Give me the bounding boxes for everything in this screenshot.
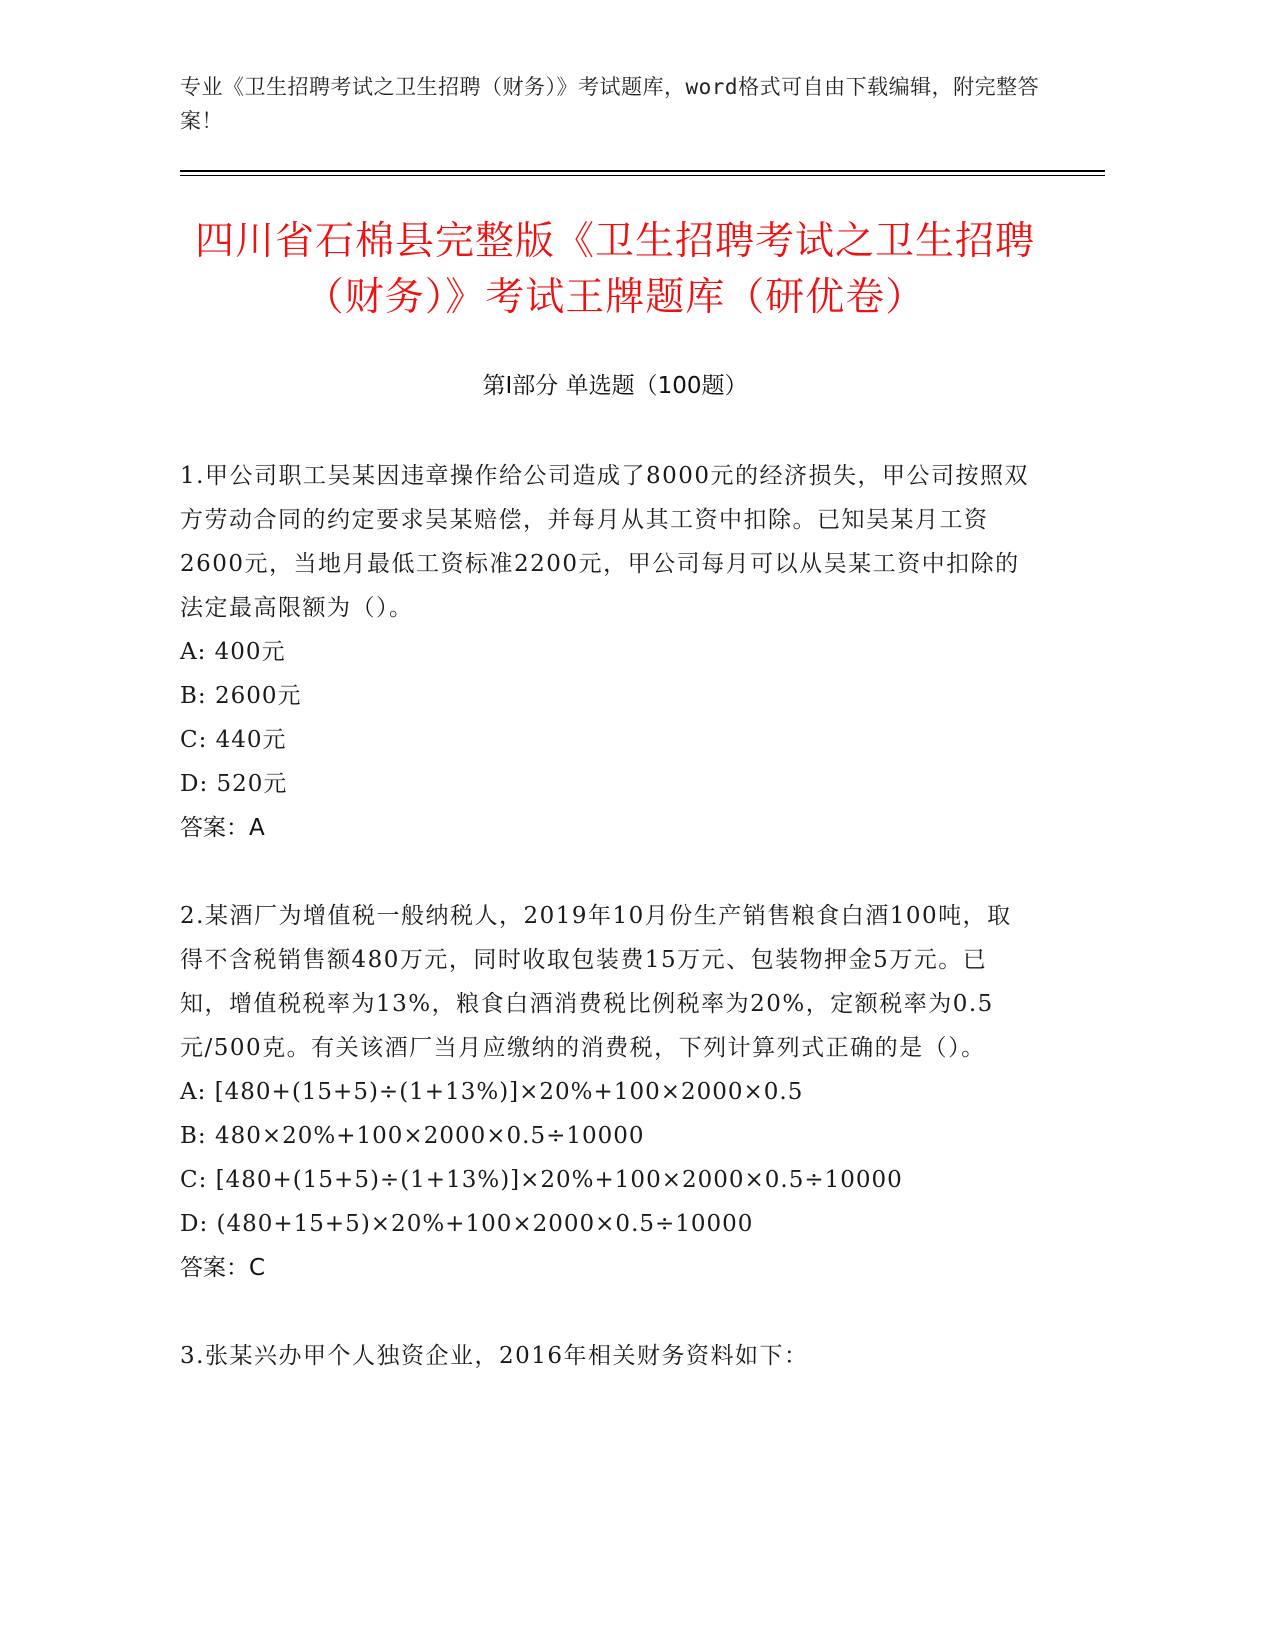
question-3 (180, 1334, 1030, 1378)
option-b: B: 2600元 (180, 683, 302, 709)
option-b: B: 480×20%+100×2000×0.5÷10000 (180, 1123, 645, 1149)
option-d: D: (480+15+5)×20%+100×2000×0.5÷10000 (180, 1211, 754, 1237)
option-a: A: 400元 (180, 639, 286, 665)
header-divider-thin (180, 175, 1105, 176)
answer: 答案：A (180, 815, 265, 841)
header-note: 专业《卫生招聘考试之卫生招聘（财务）》考试题库，word格式可自由下载编辑，附完整答案！ (180, 75, 1040, 133)
option-a: A: [480+(15+5)÷(1+13%)]×20%+100×2000×0.5 (180, 1079, 804, 1105)
option-d: D: 520元 (180, 771, 288, 797)
document-title: 四川省石棉县完整版《卫生招聘考试之卫生招聘（财务）》考试王牌题库（研优卷） (194, 219, 1035, 320)
question-stem: 3.张某兴办甲个人独资企业，2016年相关财务资料如下： (180, 1343, 809, 1369)
question-stem: 2.某酒厂为增值税一般纳税人，2019年10月份生产销售粮食白酒100吨，取得不含税销售额480万元，同时收取包装费15万元、包装物押金5万元。已知，增值税税率为13%，粮食白酒消费税比例税率为20%，定额税率为0.5元/500克。有关该酒厂当月应缴纳的消费税，下列计算列式正确的是（）。 (180, 903, 1012, 1061)
answer: 答案：C (180, 1255, 266, 1281)
question-2 (180, 894, 1030, 1290)
section-heading: 第Ⅰ部分 单选题（100题） (482, 373, 748, 399)
header-divider-thick (180, 170, 1105, 172)
question-list (180, 454, 1030, 1422)
question-1 (180, 454, 1030, 850)
option-c: C: [480+(15+5)÷(1+13%)]×20%+100×2000×0.5÷10000 (180, 1167, 903, 1193)
option-c: C: 440元 (180, 727, 287, 753)
question-stem: 1.甲公司职工吴某因违章操作给公司造成了8000元的经济损失，甲公司按照双方劳动合同的约定要求吴某赔偿，并每月从其工资中扣除。已知吴某月工资2600元，当地月最低工资标准2200元，甲公司每月可以从吴某工资中扣除的法定最高限额为（）。 (180, 463, 1029, 621)
